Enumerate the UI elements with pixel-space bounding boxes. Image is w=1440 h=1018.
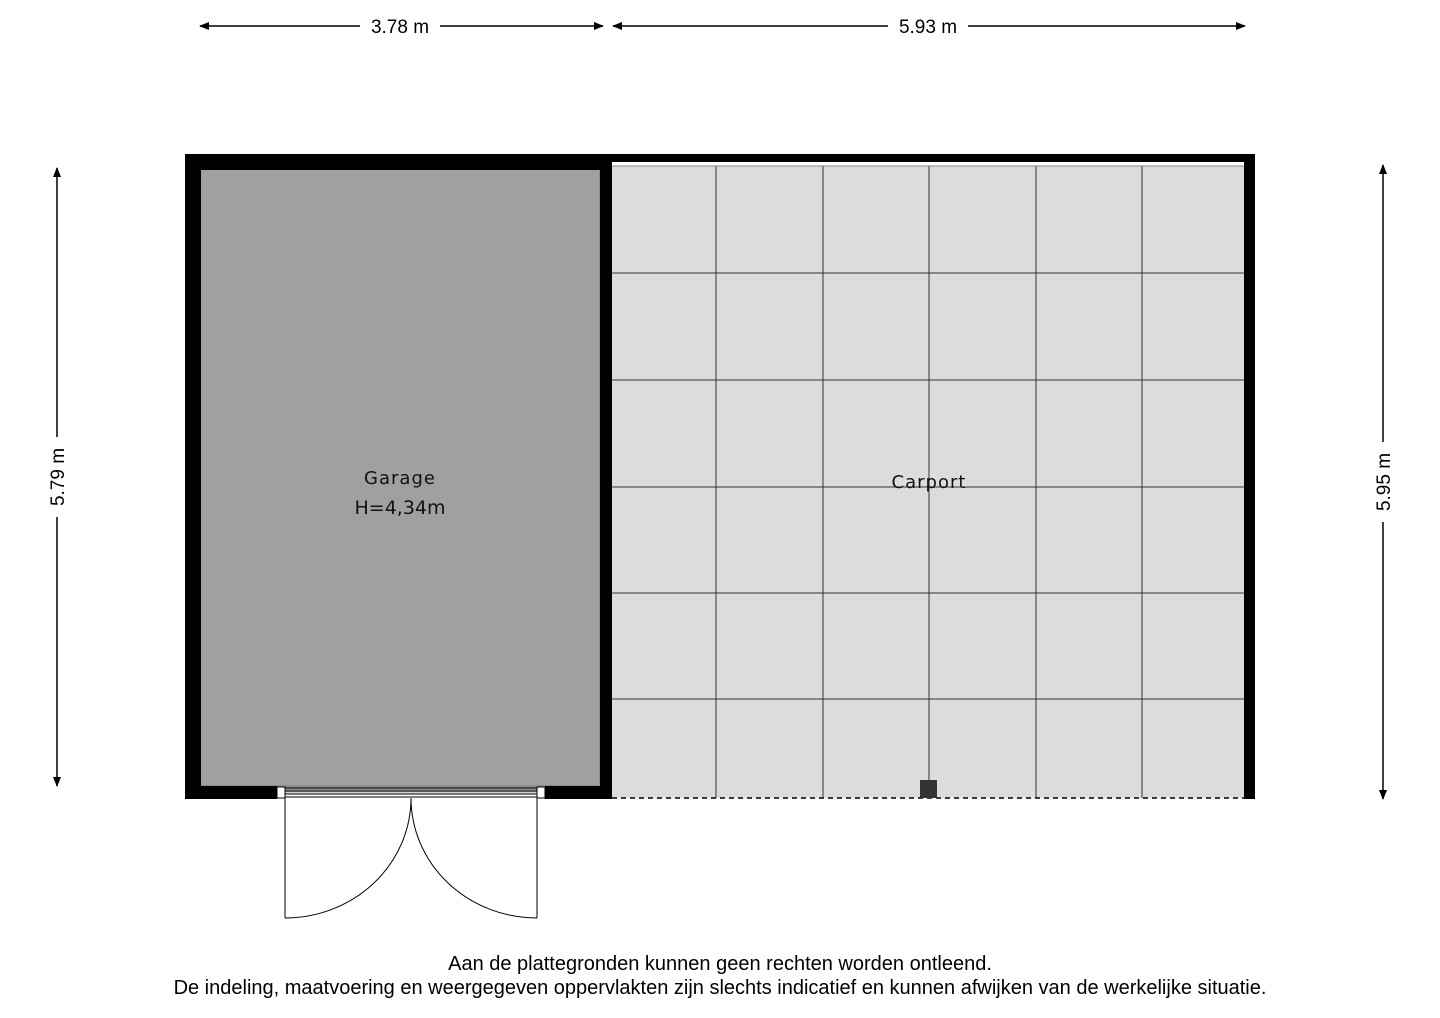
separating-wall xyxy=(600,154,612,799)
carport-wall-right xyxy=(1244,154,1255,799)
dimension-label-left: 5.79 m xyxy=(48,447,69,507)
disclaimer-line-2: De indeling, maatvoering en weergegeven oppervlakten zijn slechts indicatief en kunnen afwijken van de werkelijke situatie. xyxy=(173,977,1267,999)
dimension-label-top-left: 3.78 m xyxy=(370,17,430,38)
dimension-top-left xyxy=(200,17,603,38)
garage-wall-bottom-right xyxy=(545,786,612,799)
dimension-left xyxy=(48,168,69,786)
garage-wall-bottom-left xyxy=(185,786,277,799)
dimension-top-right xyxy=(613,17,1245,38)
garage-wall-left xyxy=(185,154,201,799)
dimension-right xyxy=(1374,165,1395,799)
carport-label: Carport xyxy=(891,472,967,493)
garage-door xyxy=(277,787,545,918)
garage-label: Garage xyxy=(364,468,436,489)
dimension-label-top-right: 5.93 m xyxy=(898,17,958,38)
dimension-label-right: 5.95 m xyxy=(1374,452,1395,512)
garage-height-label: H=4,34m xyxy=(354,497,446,519)
disclaimer-line-1: Aan de plattegronden kunnen geen rechten worden ontleend. xyxy=(448,953,992,975)
carport-post xyxy=(920,780,937,798)
